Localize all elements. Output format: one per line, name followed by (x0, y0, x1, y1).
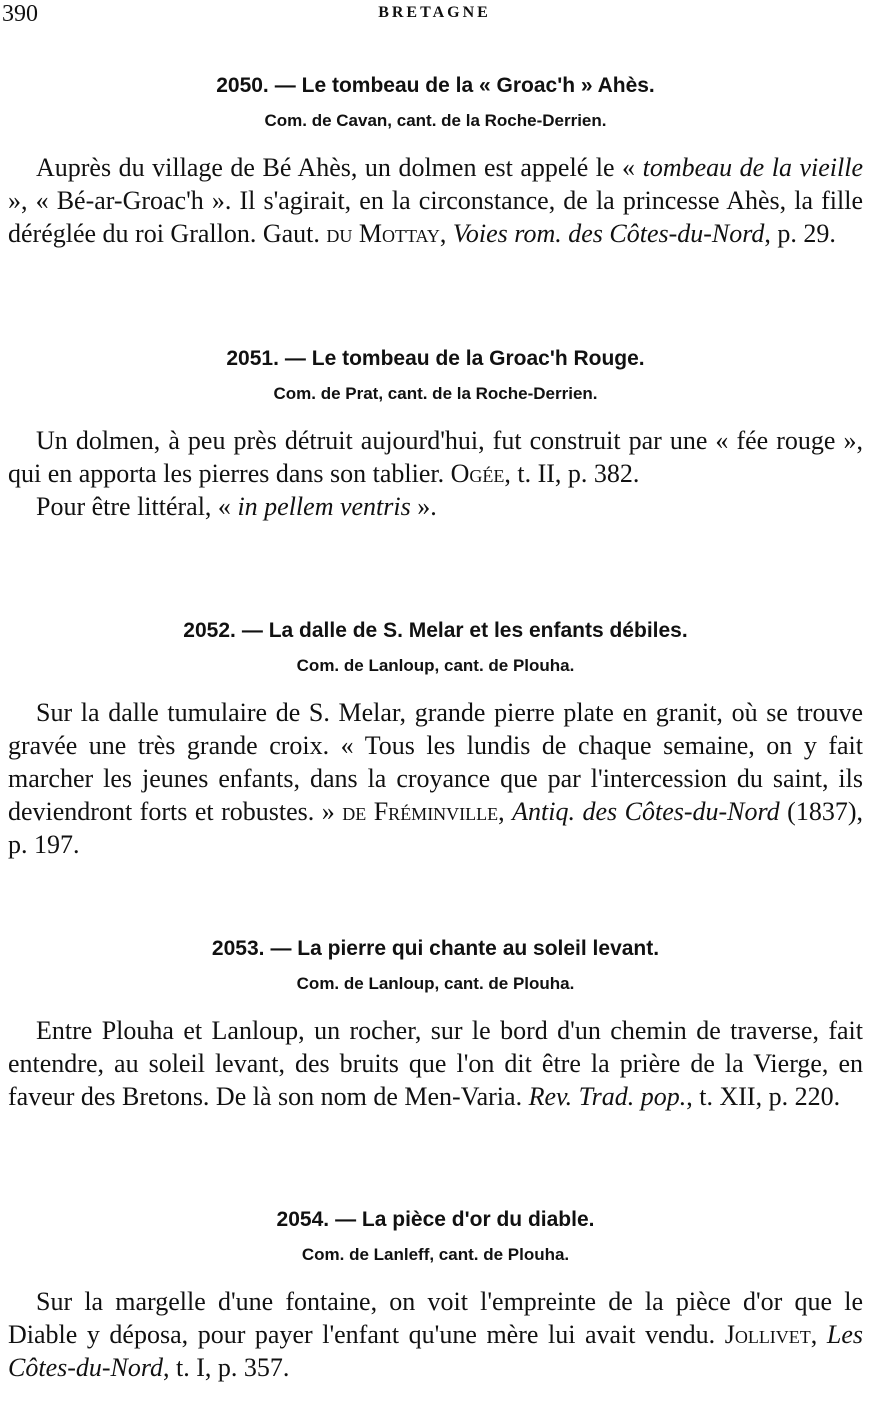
entry-2053 (8, 935, 863, 1113)
entry-2052 (8, 617, 863, 861)
entry-location: Com. de Prat, cant. de la Roche-Derrien. (273, 384, 598, 403)
entry-number: 2053. (211, 937, 265, 960)
entry-2051 (8, 345, 863, 523)
entry-heading: — La pièce d'or du diable. (335, 1208, 595, 1231)
entry-heading: — La pierre qui chante au soleil levant. (270, 937, 660, 960)
entry-body: Auprès du village de Bé Ahès, un dolmen est appelé le « tombeau de la vieille », « Bé-ar-Groac'h ». Il s'agirait, en la circonstance, de la princesse Ahès, la fille déréglée du roi Grallon. Gaut. du Mottay, Voies rom. des Côtes-du-Nord, p. 29. (8, 153, 863, 248)
entry-number: 2054. (276, 1208, 330, 1231)
entry-title (8, 345, 863, 373)
entry-body: Sur la margelle d'une fontaine, on voit l'empreinte de la pièce d'or que le Diable y déposa, pour payer l'enfant qu'une mère lui avait vendu. Jollivet, Les Côtes-du-Nord, t. I, p. 357. (8, 1287, 863, 1382)
entry-location: Com. de Lanloup, cant. de Plouha. (296, 656, 575, 675)
running-head: BRETAGNE (378, 4, 491, 21)
entry-number: 2050. (216, 74, 269, 97)
entry-note: Pour être littéral, « in pellem ventris ». (36, 492, 437, 521)
page-number: 390 (2, 1, 38, 27)
entry-body: Un dolmen, à peu près détruit aujourd'hui, fut construit par une « fée rouge », qui en apporta les pierres dans son tablier. Ogée, t. II, p. 382. (8, 426, 863, 488)
entry-number: 2051. (226, 347, 279, 370)
entry-heading: — Le tombeau de la Groac'h Rouge. (284, 347, 645, 370)
entry-location: Com. de Lanleff, cant. de Plouha. (301, 1245, 570, 1264)
entry-location: Com. de Cavan, cant. de la Roche-Derrien. (264, 111, 607, 130)
entry-location: Com. de Lanloup, cant. de Plouha. (296, 974, 575, 993)
entry-body: Sur la dalle tumulaire de S. Melar, grande pierre plate en granit, où se trouve gravée une très grande croix. « Tous les lundis de chaque semaine, on y fait marcher les jeunes enfants, dans la croyance que par l'intercession du saint, ils deviendront forts et robustes. » de Fréminville, Antiq. des Côtes-du-Nord (1837), p. 197. (8, 698, 863, 859)
entry-title (8, 935, 863, 963)
entry-body: Entre Plouha et Lanloup, un rocher, sur le bord d'un chemin de traverse, fait entendre, au soleil levant, des bruits que l'on dit être la prière de la Vierge, en faveur des Bretons. De là son nom de Men-Varia. Rev. Trad. pop., t. XII, p. 220. (8, 1016, 863, 1111)
entry-2050 (8, 72, 863, 250)
entry-title (8, 72, 863, 100)
entry-title (8, 1206, 863, 1234)
entry-heading: — La dalle de S. Melar et les enfants débiles. (241, 619, 688, 642)
entry-title (8, 617, 863, 645)
entry-2054 (8, 1206, 863, 1384)
entry-heading: — Le tombeau de la « Groac'h » Ahès. (274, 74, 655, 97)
entry-number: 2052. (183, 619, 236, 642)
